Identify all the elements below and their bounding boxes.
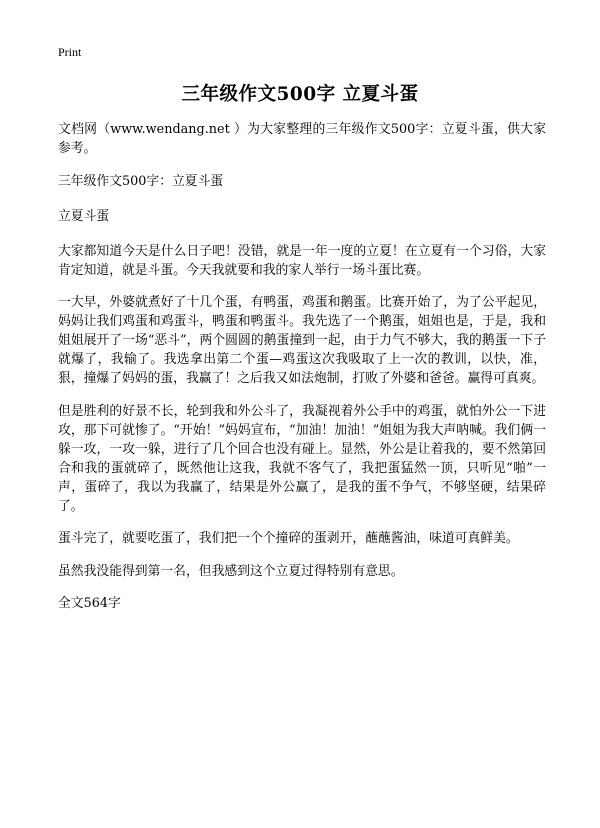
- subtitle-line: 三年级作文500字：立夏斗蛋: [58, 173, 224, 189]
- essay-heading: 立夏斗蛋: [58, 208, 110, 224]
- page-title: 三年级作文500字 立夏斗蛋: [181, 84, 419, 105]
- body-paragraph: 蛋斗完了，就要吃蛋了，我们把一个个撞碎的蛋剥开，蘸蘸酱油，味道可真鲜美。: [58, 531, 519, 546]
- intro-paragraph: 文档网（www.wendang.net ）为大家整理的三年级作文500字：立夏斗蛋，供大家参考。: [58, 122, 546, 156]
- body-paragraph: 一大早，外婆就煮好了十几个蛋，有鸭蛋，鸡蛋和鹅蛋。比赛开始了，为了公平起见，妈妈让我们鸡蛋和鸡蛋斗，鸭蛋和鸭蛋斗。我先选了一个鹅蛋，姐姐也是，于是，我和姐姐展开了一场“恶斗”，两个圆圆的鹅蛋撞到一起，由于力气不够大，我的鹅蛋一下子就爆了，我输了。我选拿出第二个蛋—鸡蛋这次我吸取了上一次的教训，以快，准，狠，撞爆了妈妈的蛋，我赢了！之后我又如法炮制，打败了外婆和爸爸。赢得可真爽。: [58, 295, 546, 386]
- body-paragraph: 但是胜利的好景不长，轮到我和外公斗了，我凝视着外公手中的鸡蛋，就怕外公一下进攻，那下可就惨了。“开始！”妈妈宣布，“加油！加油！”姐姐为我大声呐喊。我们俩一躲一攻，一攻一躲，进行了几个回合也没有碰上。显然，外公是让着我的，要不然第回合和我的蛋就碎了，既然他让这我，我就不客气了，我把蛋猛然一顶，只听见“啪”一声，蛋碎了，我以为我赢了，结果是外公赢了，是我的蛋不争气，不够坚硬，结果碎了。: [58, 403, 546, 514]
- document-body: [58, 120, 546, 627]
- print-label: Print: [58, 45, 82, 59]
- body-paragraph: 虽然我没能得到第一名，但我感到这个立夏过得特别有意思。: [58, 563, 404, 579]
- word-count: 全文564字: [58, 596, 121, 611]
- body-paragraph: 大家都知道今天是什么日子吧！没错，就是一年一度的立夏！在立夏有一个习俗，大家肯定知道，就是斗蛋。今天我就要和我的家人举行一场斗蛋比赛。: [58, 243, 546, 278]
